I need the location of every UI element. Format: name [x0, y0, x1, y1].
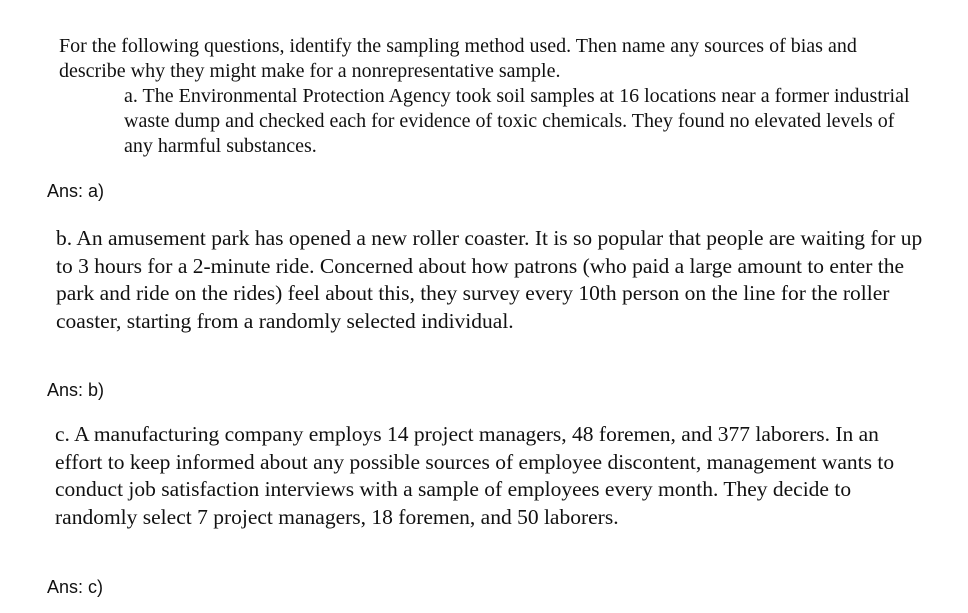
answer-a-label: Ans: a)	[47, 181, 105, 201]
question-a-text: a. The Environmental Protection Agency took soil samples at 16 locations near a former industrial waste dump and checked each for evidence of toxic chemicals. They found no elevated levels of any harmful substances.	[124, 85, 910, 157]
question-c-text: c. A manufacturing company employs 14 project managers, 48 foremen, and 377 laborers. In an effort to keep informed about any possible sources of employee discontent, management wants to conduct job satisfaction interviews with a sample of employees every month. They decide to randomly select 7 project managers, 18 foremen, and 50 laborers.	[55, 422, 895, 529]
instructions-text: For the following questions, identify the sampling method used. Then name any sources of bias and describe why they might make for a nonrepresentative sample.	[59, 35, 857, 82]
answer-b-label: Ans: b)	[47, 380, 105, 400]
answer-c-label: Ans: c)	[47, 577, 104, 597]
question-b-text: b. An amusement park has opened a new roller coaster. It is so popular that people are waiting for up to 3 hours for a 2-minute ride. Concerned about how patrons (who paid a large amount to enter the park and ride on the rides) feel about this, they survey every 10th person on the line for the roller coaster, starting from a randomly selected individual.	[56, 226, 923, 333]
